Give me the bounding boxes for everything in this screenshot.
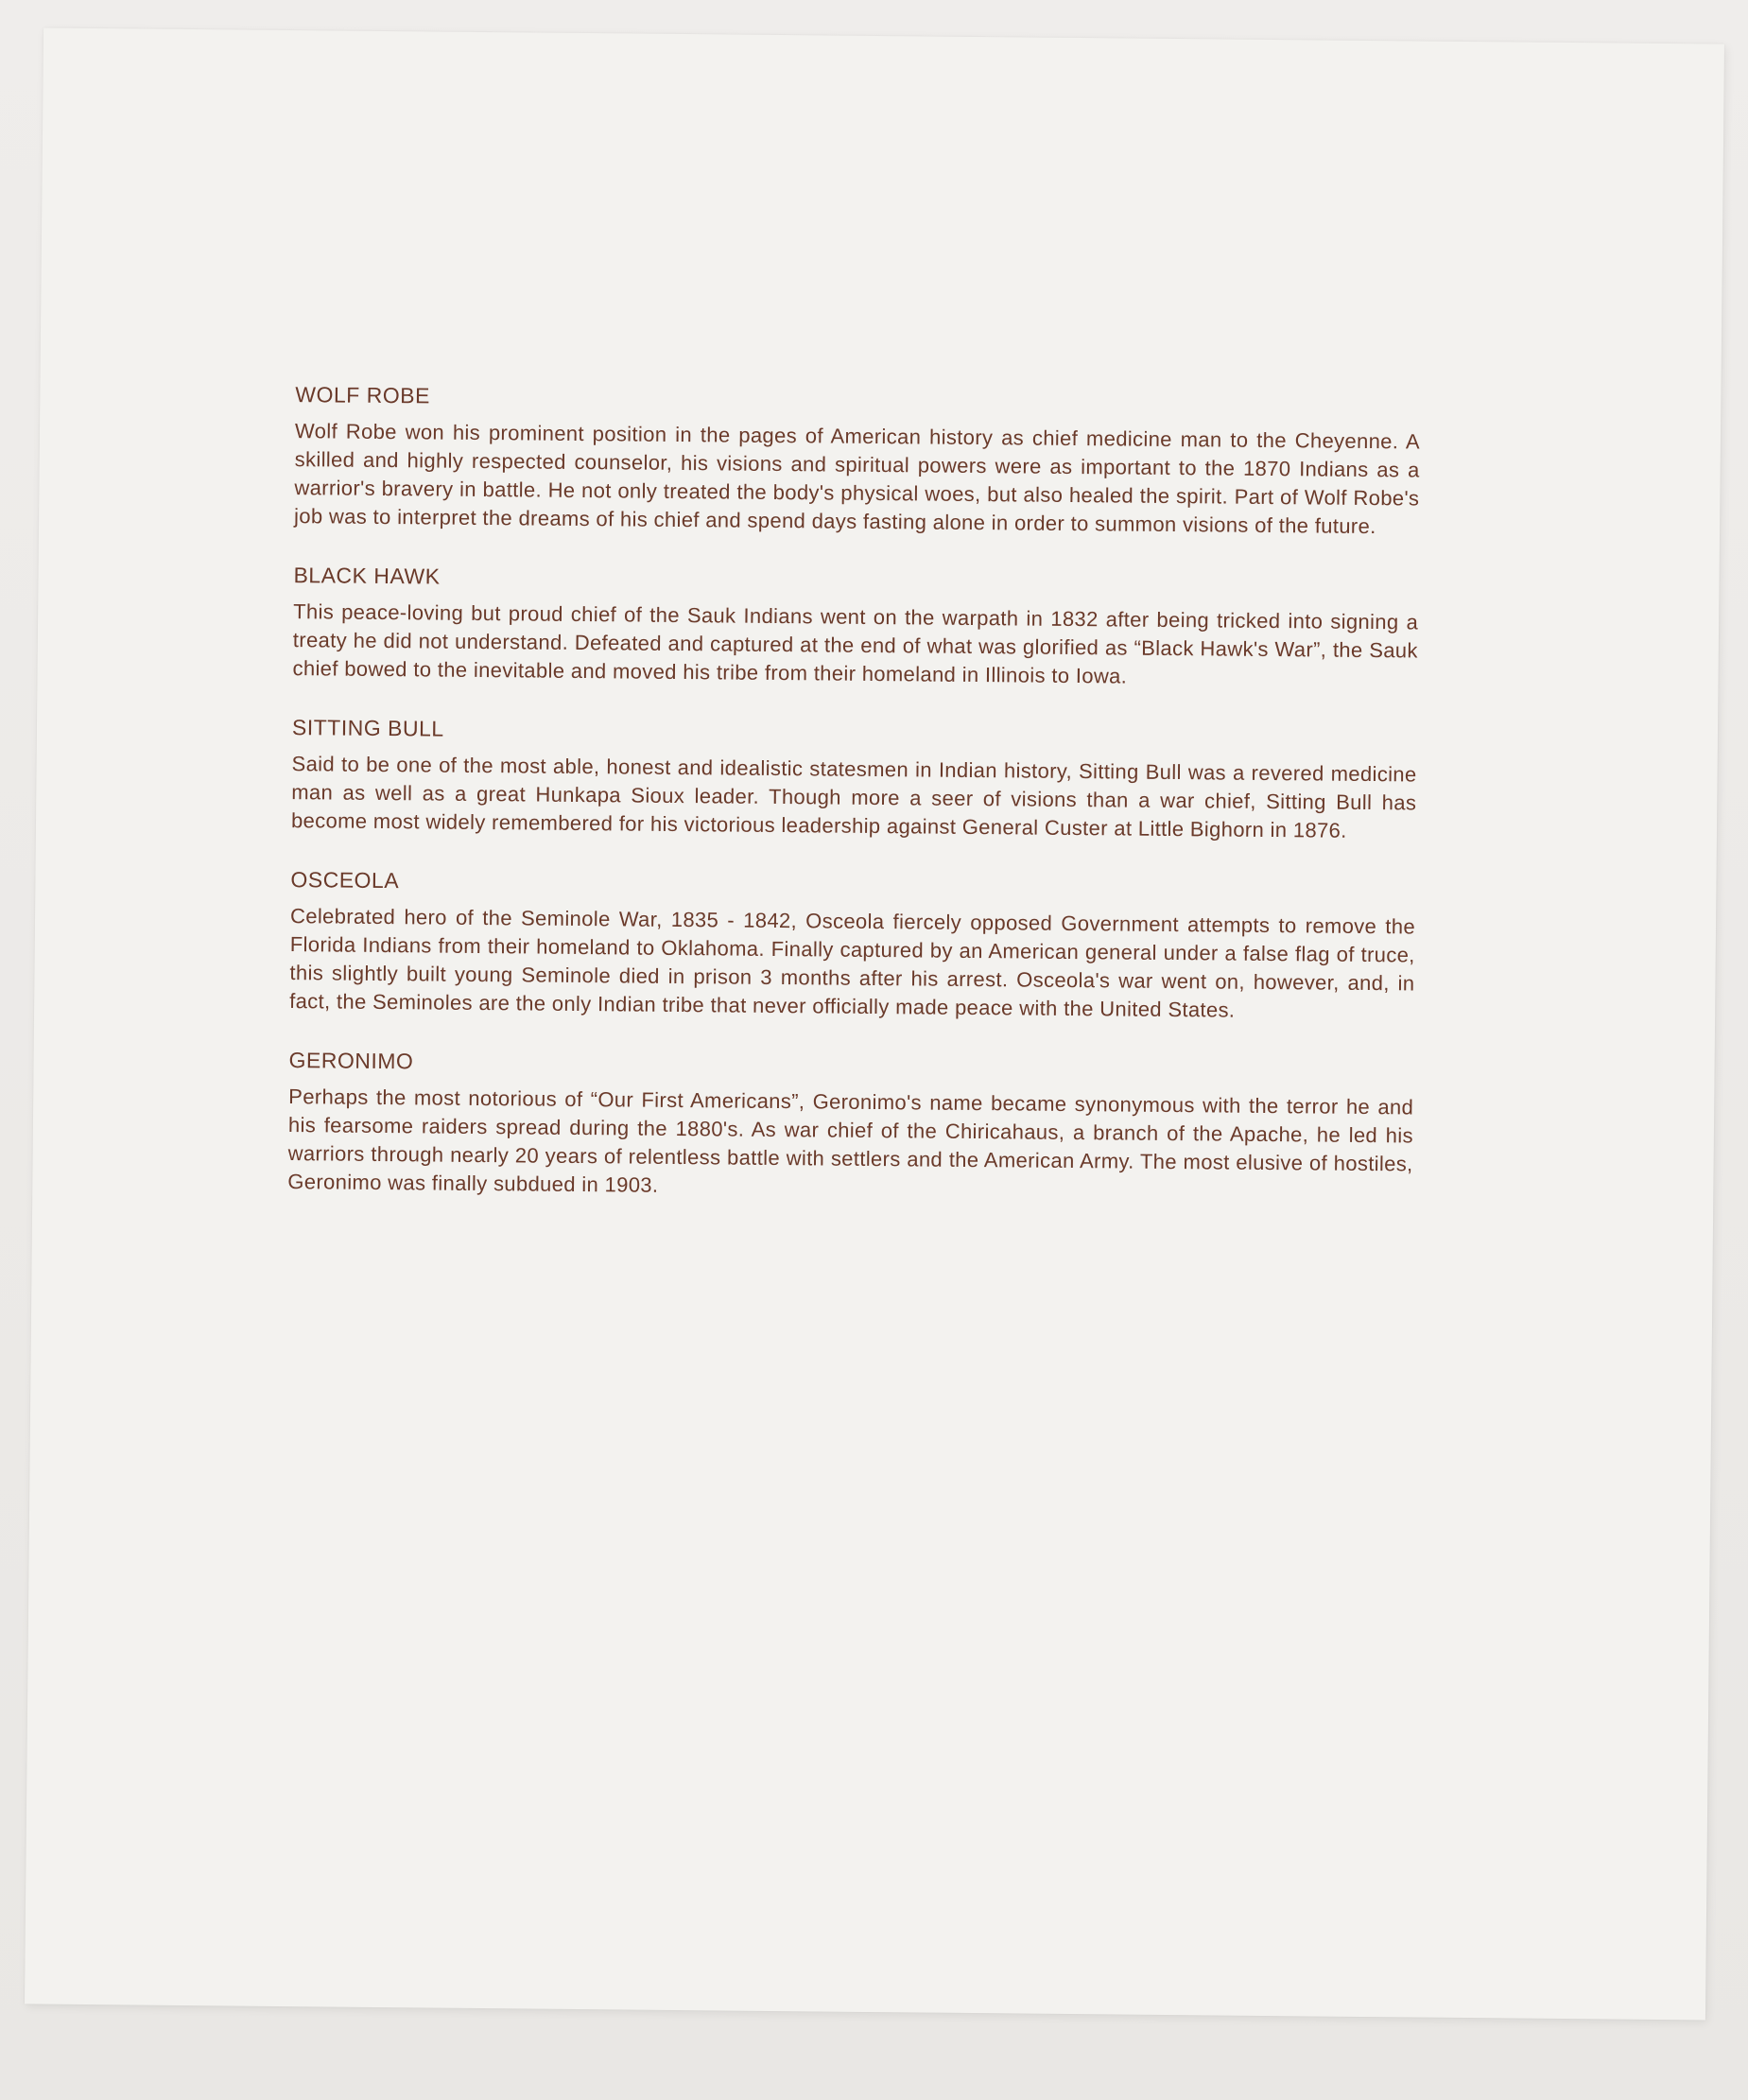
entry-title: OSCEOLA (290, 867, 400, 894)
paper-sheet (25, 28, 1724, 2021)
entry-black-hawk (292, 563, 1418, 693)
entry-wolf-robe (294, 382, 1420, 541)
entry-body: Said to be one of the most able, honest and idealistic statesmen in Indian history, Sitting Bull was a revered medicine man as well as a great Hunkapa Sioux leader. Though more a seer of visions than a war chief, Sitting Bull has become most widely remembered for his victorious leadership against General Custer at Little Bighorn in 1876. (290, 752, 1417, 842)
entry-title: BLACK HAWK (293, 563, 441, 589)
entry-osceola (289, 867, 1415, 1026)
entry-body: Wolf Robe won his prominent position in the pages of American history as chief medicine man to the Cheyenne. A skilled and highly respected counselor, his visions and spiritual powers were as important to the 1870 Indians as a warrior's bravery in battle. He not only treated the body's physical woes, but also healed the spirit. Part of Wolf Robe's job was to interpret the dreams of his chief and spend days fasting alone in order to summon visions of the future. (294, 419, 1421, 539)
entry-title: WOLF ROBE (295, 382, 430, 408)
entry-body: Celebrated hero of the Seminole War, 1835 - 1842, Osceola fiercely opposed Government attempts to remove the Florida Indians from their homeland to Oklahoma. Finally captured by an American general under a false flag of truce, this slightly built young Seminole died in prison 3 months after his arrest. Osceola's war went on, however, and, in fact, the Seminoles are the only Indian tribe that never officially made peace with the United States. (289, 904, 1416, 1022)
entry-body: Perhaps the most notorious of “Our First Americans”, Geronimo's name became synonymous with the terror he and his fearsome raiders spread during the 1880's. As war chief of the Chiricahaus, a branch of the Apache, he led his warriors through nearly 20 years of relentless battle with settlers and the American Army. The most elusive of hostiles, Geronimo was finally subdued in 1903. (287, 1085, 1414, 1197)
document-text (287, 382, 1421, 1239)
entry-geronimo (287, 1048, 1413, 1206)
entry-title: GERONIMO (288, 1048, 414, 1074)
entry-title: SITTING BULL (291, 715, 444, 741)
entry-body: This peace-loving but proud chief of the Sauk Indians went on the warpath in 1832 after being tricked into signing a treaty he did not understand. Defeated and captured at the end of what was glorified as “Black Hawk's War”, the Sauk chief bowed to the inevitable and moved his tribe from their homeland in Illinois to Iowa. (292, 599, 1419, 688)
entry-sitting-bull (291, 715, 1417, 845)
